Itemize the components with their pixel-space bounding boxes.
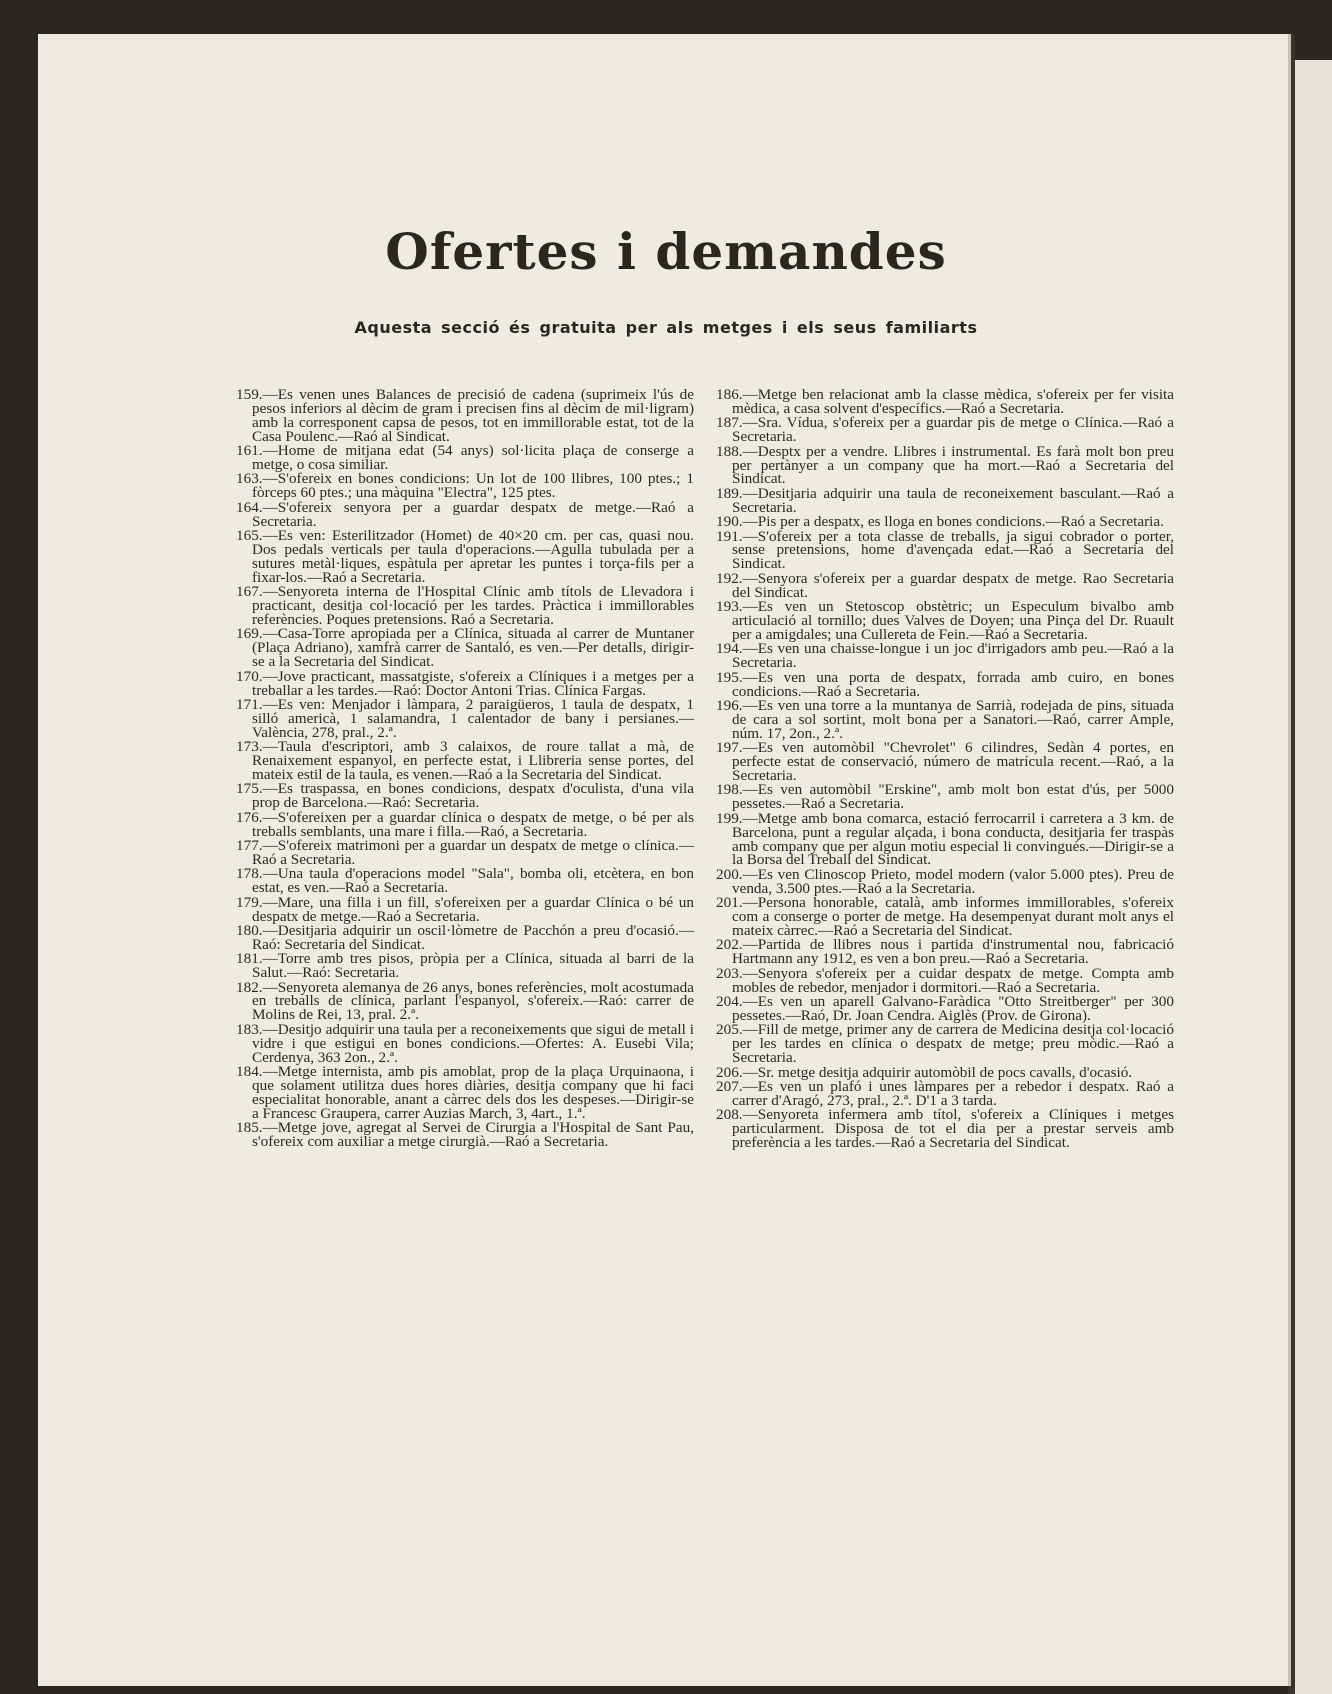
classified-entry: 183.—Desitjo adquirir una taula per a reconeixements que sigui de metall i vidre i que estigui en bones condicions.—Ofertes: A. Eusebi Vila; Cerdenya, 363 2on., 2.ª. <box>236 1020 694 1066</box>
classified-entry: 201.—Persona honorable, català, amb informes immillorables, s'ofereix com a conserge o porter de metge. Ha desempenyat durant molt anys el mateix càrrec.—Raó a Secretaria del Sindicat. <box>716 894 1174 939</box>
classified-entry: 169.—Casa-Torre apropiada per a Clínica, situada al carrer de Muntaner (Plaça Adriano), xamfrà carrer de Santaló, es ven.—Per detalls, dirigir-se a la Secretaria del Sindicat. <box>236 625 694 671</box>
classified-entry: 199.—Metge amb bona comarca, estació ferrocarril i carretera a 3 km. de Barcelona, punt a regular alçada, i bona conducta, desitjaria fer traspàs amb company que per algun motiu especial li convingués.—Dirigir-se a la Borsa del Treball del Sindicat. <box>716 809 1174 869</box>
classified-entry: 173.—Taula d'escriptori, amb 3 calaixos, de roure tallat a mà, de Renaixement espanyol, en perfecte estat, i Llibreria sense portes, del mateix estil de la taula, es venen.—Raó a la Secretaria del Sindicat. <box>236 738 694 783</box>
classified-entry: 161.—Home de mitjana edat (54 anys) sol·licita plaça de conserge a metge, o cosa similiar. <box>236 442 694 474</box>
page-subtitle: Aquesta secció és gratuita per als metges i els seus familiarts <box>354 318 978 337</box>
classified-entry: 195.—Es ven una porta de despatx, forrada amb cuiro, en bones condicions.—Raó a Secretaria. <box>716 668 1174 700</box>
classified-entry: 204.—Es ven un aparell Galvano-Faràdica "Otto Streitberger" per 300 pessetes.—Raó, Dr. Joan Cendra. Aiglès (Prov. de Girona). <box>716 992 1174 1024</box>
classified-entry: 177.—S'ofereix matrimoni per a guardar un despatx de metge o clínica.—Raó a Secretaria. <box>236 837 694 868</box>
classified-entry: 163.—S'ofereix en bones condicions: Un lot de 100 llibres, 100 ptes.; 1 fòrceps 60 ptes.; una màquina "Electra", 125 ptes. <box>236 470 694 502</box>
classified-entry: 167.—Senyoreta interna de l'Hospital Clínic amb títols de Llevadora i practicant, desitja col·locació per les tardes. Pràctica i immillorables referències. Poques pretensions. Raó a Secretaria. <box>236 583 694 628</box>
classified-entry: 189.—Desitjaria adquirir una taula de reconeixement basculant.—Raó a Secretaria. <box>716 484 1174 516</box>
classified-entry: 196.—Es ven una torre a la muntanya de Sarrià, rodejada de pins, situada de cara a sol sortint, molt bona per a Sanatori.—Raó, carrer Ample, núm. 17, 2on., 2.ª. <box>716 696 1174 742</box>
classified-entry: 165.—Es ven: Esterilitzador (Homet) de 40×20 cm. per cas, quasi nou. Dos pedals verticals per taula d'operacions.—Agulla tubulada per a sutures metàl·liques, espàtula per apretar les puntes i torça-fils per a fixar-los.—Raó a Secretaria. <box>236 527 694 586</box>
classified-entry: 159.—Es venen unes Balances de precisió de cadena (suprimeix l'ús de pesos inferiors al dècim de gram i precisen fins al dècim de mil·ligram) amb la corresponent capsa de pesos, tot en immillorable estat, tot de la Casa Poulenc.—Raó al Sindicat. <box>236 386 694 445</box>
classified-entry: 188.—Desptx per a vendre. Llibres i instrumental. Es farà molt bon preu per pertànyer a un company que ha mort.—Raó a Secretaria del Sindicat. <box>716 442 1174 488</box>
left-column <box>236 388 694 1149</box>
classified-entry: 184.—Metge internista, amb pis amoblat, prop de la plaça Urquinaona, i que solament utilitza dues hores diàries, desitja company que hi faci especialitat honorable, anant a càrrec dels dos les despeses.—Dirigir-se a Francesc Graupera, carrer Auzias March, 3, 4art., 1.ª. <box>236 1063 694 1122</box>
classified-entry: 179.—Mare, una filla i un fill, s'ofereixen per a guardar Clínica o bé un despatx de metge.—Raó a Secretaria. <box>236 893 694 925</box>
classified-entry: 187.—Sra. Vídua, s'ofereix per a guardar pis de metge o Clínica.—Raó a Secretaria. <box>716 414 1174 446</box>
classified-entry: 198.—Es ven automòbil "Erskine", amb molt bon estat d'ús, per 5000 pessetes.—Raó a Secretaria. <box>716 781 1174 813</box>
classified-entry: 207.—Es ven un plafó i unes làmpares per a rebedor i despatx. Raó a carrer d'Aragó, 273, pral., 2.ª. D'1 a 3 tarda. <box>716 1077 1174 1109</box>
classified-entry: 175.—Es traspassa, en bones condicions, despatx d'oculista, d'una vila prop de Barcelona.—Raó: Secretaria. <box>236 780 694 812</box>
classified-entry: 192.—Senyora s'ofereix per a guardar despatx de metge. Rao Secretaria del Sindicat. <box>716 569 1174 601</box>
classified-entry: 170.—Jove practicant, massatgiste, s'ofereix a Clíniques i a metges per a treballar a les tardes.—Raó: Doctor Antoni Trias. Clínica Fargas. <box>236 667 694 699</box>
classified-entry: 186.—Metge ben relacionat amb la classe mèdica, s'ofereix per fer visita mèdica, a casa solvent d'específics.—Raó a Secretaria. <box>716 386 1174 417</box>
classified-entry: 206.—Sr. metge desitja adquirir automòbil de pocs cavalls, d'ocasió. <box>716 1063 1133 1081</box>
classified-entry: 185.—Metge jove, agregat al Servei de Cirurgia a l'Hospital de Sant Pau, s'ofereix com auxiliar a metge cirurgià.—Raó a Secretaria. <box>236 1119 694 1151</box>
classified-entry: 181.—Torre amb tres pisos, pròpia per a Clínica, situada al barri de la Salut.—Raó: Secretaria. <box>236 950 694 982</box>
classified-entry: 208.—Senyoreta infermera amb títol, s'ofereix a Clíniques i metges particularment. Disposa de tot el dia per a prestar serveis amb preferència a les tardes.—Raó a Secretaria del Sindicat. <box>716 1106 1174 1152</box>
right-column <box>716 388 1174 1150</box>
classified-entry: 203.—Senyora s'ofereix per a cuidar despatx de metge. Compta amb mobles de rebedor, menjador i dormitori.—Raó a Secretaria. <box>716 964 1174 996</box>
classified-entry: 197.—Es ven automòbil "Chevrolet" 6 cilindres, Sedàn 4 portes, en perfecte estat de conservació, número de matrícula recent.—Raó, a la Secretaria. <box>716 739 1174 784</box>
classified-entry: 171.—Es ven: Menjador i làmpara, 2 paraigüeros, 1 taula de despatx, 1 silló americà, 1 salamandra, 1 calentador de bany i persianes.—València, 278, pral., 2.ª. <box>236 695 694 741</box>
page-title: Ofertes i demandes <box>385 222 947 281</box>
classified-entry: 200.—Es ven Clinoscop Prieto, model modern (valor 5.000 ptes). Preu de venda, 3.500 ptes.—Raó a la Secretaria. <box>716 865 1174 897</box>
classified-entry: 193.—Es ven un Stetoscop obstètric; un Especulum bivalbo amb articulació al tornillo; dues Valves de Doyen; una Pinça del Dr. Ruault per a amigdales; una Cullereta de Fein.—Raó a Secretaria. <box>716 598 1174 643</box>
classified-entry: 190.—Pis per a despatx, es lloga en bones condicions.—Raó a Secretaria. <box>716 513 1164 531</box>
classified-entry: 194.—Es ven una chaisse-longue i un joc d'irrigadors amb peu.—Raó a la Secretaria. <box>716 640 1174 672</box>
classified-entry: 176.—S'ofereixen per a guardar clínica o despatx de metge, o bé per als treballs semblants, una mare i filla.—Raó, a Secretaria. <box>236 808 694 840</box>
classified-entry: 164.—S'ofereix senyora per a guardar despatx de metge.—Raó a Secretaria. <box>236 498 694 530</box>
classified-entry: 180.—Desitjaria adquirir un oscil·lòmetre de Pacchón a preu d'ocasió.—Raó: Secretaria del Sindicat. <box>236 921 694 953</box>
classified-entry: 202.—Partida de llibres nous i partida d'instrumental nou, fabricació Hartmann any 1912, es ven a bon preu.—Raó a Secretaria. <box>716 936 1174 968</box>
classified-entry: 191.—S'ofereix per a tota classe de treballs, ja sigui cobrador o porter, sense pretensions, home d'avençada edat.—Raó a Secretaria del Sindicat. <box>716 527 1174 573</box>
next-page-edge <box>1295 60 1332 1694</box>
classified-entry: 205.—Fill de metge, primer any de carrera de Medicina desitja col·locació per les tardes en clínica o despatx de metge; preu mòdic.—Raó a Secretaria. <box>716 1021 1174 1067</box>
classified-entry: 182.—Senyoreta alemanya de 26 anys, bones referències, molt acostumada en treballs de clínica, parlant l'espanyol, s'ofereix.—Raó: carrer de Molins de Rei, 13, pral. 2.ª. <box>236 978 694 1024</box>
classified-entry: 178.—Una taula d'operacions model "Sala", bomba oli, etcètera, en bon estat, es ven.—Raó a Secretaria. <box>236 865 694 897</box>
